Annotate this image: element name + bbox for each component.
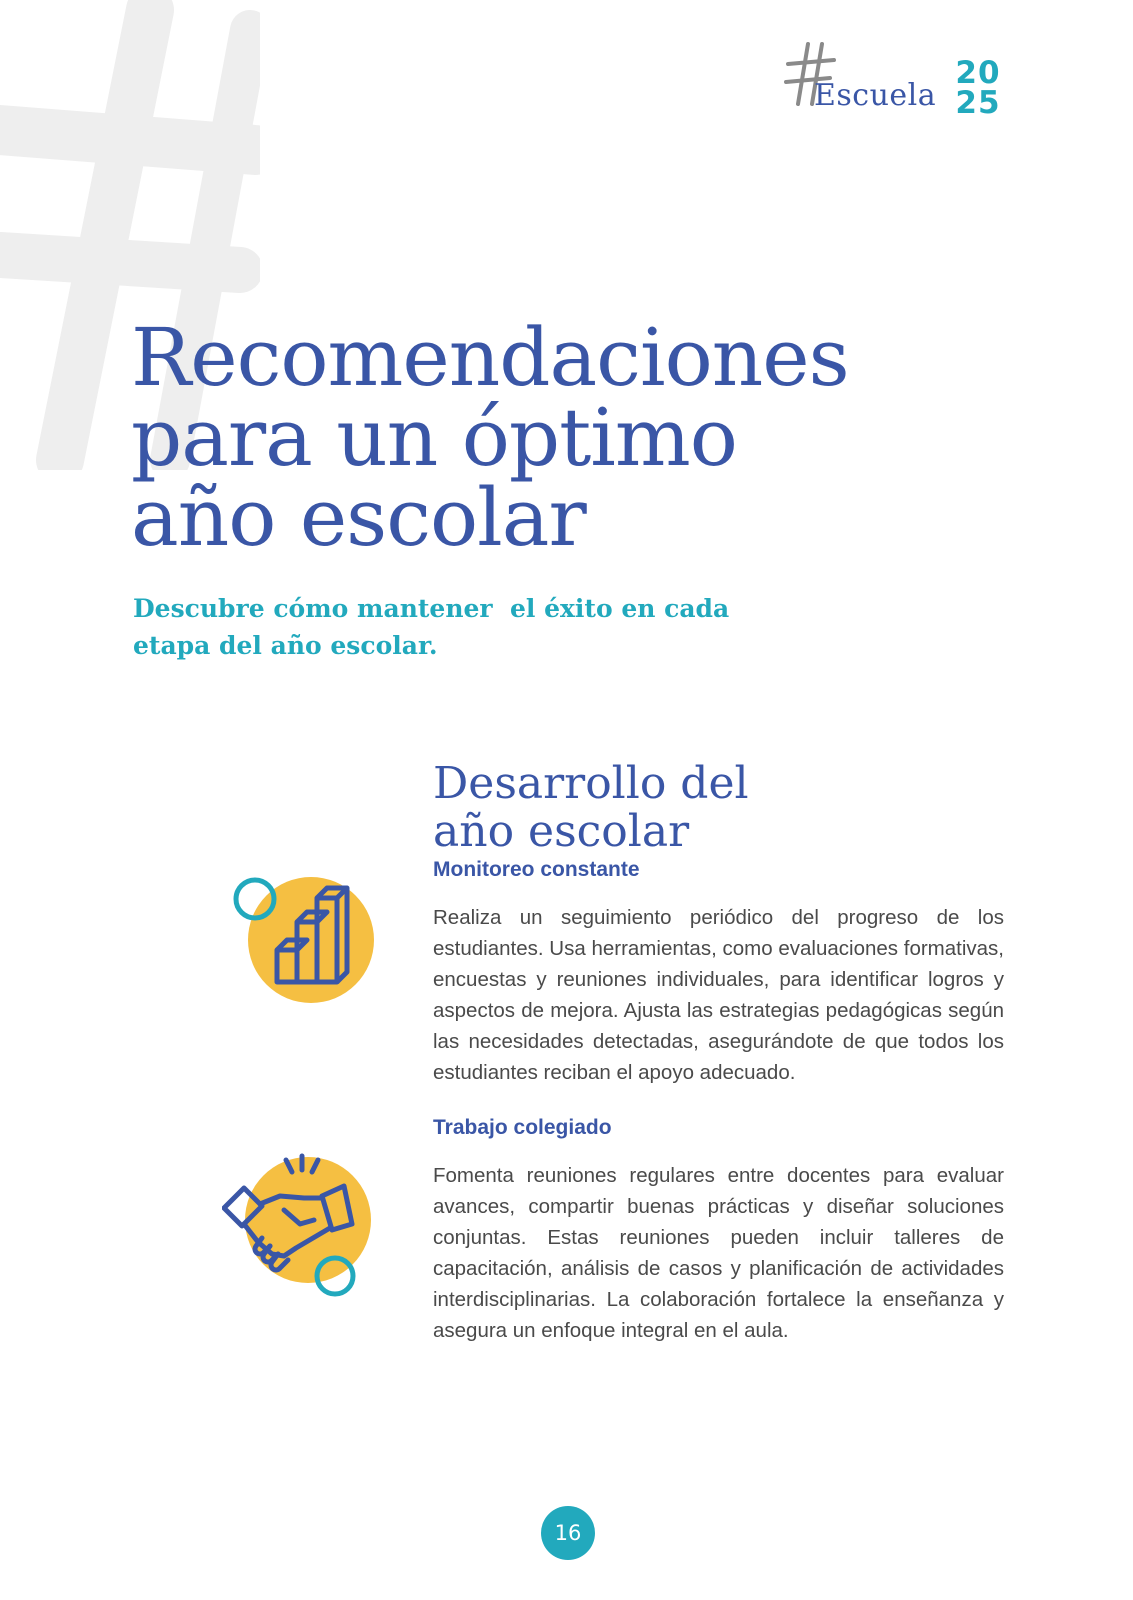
title-line: para un óptimo — [131, 391, 737, 484]
section-heading — [433, 760, 749, 856]
item-body-monitoreo: Realiza un seguimiento periódico del progreso de los estudiantes. Usa herramientas, como evaluaciones formativas, encuestas y reuniones individuales, para identificar logros y aspectos de mejora. Ajusta las estrategias pedagógicas según las necesidades detectadas, asegurándote de que todos los estudiantes reciban el apoyo adecuado. — [433, 906, 1004, 1084]
handshake-icon — [222, 1150, 382, 1310]
title-line: Recomendaciones — [131, 311, 849, 404]
logo-wordmark: Escuela — [814, 78, 937, 113]
page-number: 16 — [541, 1506, 595, 1560]
stairs-icon — [225, 862, 385, 1022]
item-body-trabajo: Fomenta reuniones regulares entre docentes para evaluar avances, compartir buenas prácticas y diseñar soluciones conjuntas. Estas reuniones pueden incluir talleres de capacitación, análisis de casos y planificación de actividades interdisciplinarias. La colaboración fortalece la enseñanza y asegura un enfoque integral en el aula. — [433, 1164, 1004, 1342]
section-heading-line: Desarrollo del — [433, 758, 749, 809]
item-title-monitoreo: Monitoreo constante — [433, 858, 640, 881]
subtitle-line: etapa del año escolar. — [133, 631, 438, 660]
logo-year-top: 20 — [955, 55, 1001, 91]
logo-year-bottom: 25 — [955, 85, 1001, 121]
title-line: año escolar — [131, 471, 586, 564]
page-title — [131, 311, 849, 564]
page-subtitle — [133, 590, 773, 664]
subtitle-line: Descubre cómo mantener el éxito en cada — [133, 594, 730, 623]
brand-logo — [784, 40, 1014, 130]
logo-year — [948, 55, 1008, 121]
section-heading-line: año escolar — [433, 806, 690, 857]
item-title-trabajo: Trabajo colegiado — [433, 1116, 612, 1139]
